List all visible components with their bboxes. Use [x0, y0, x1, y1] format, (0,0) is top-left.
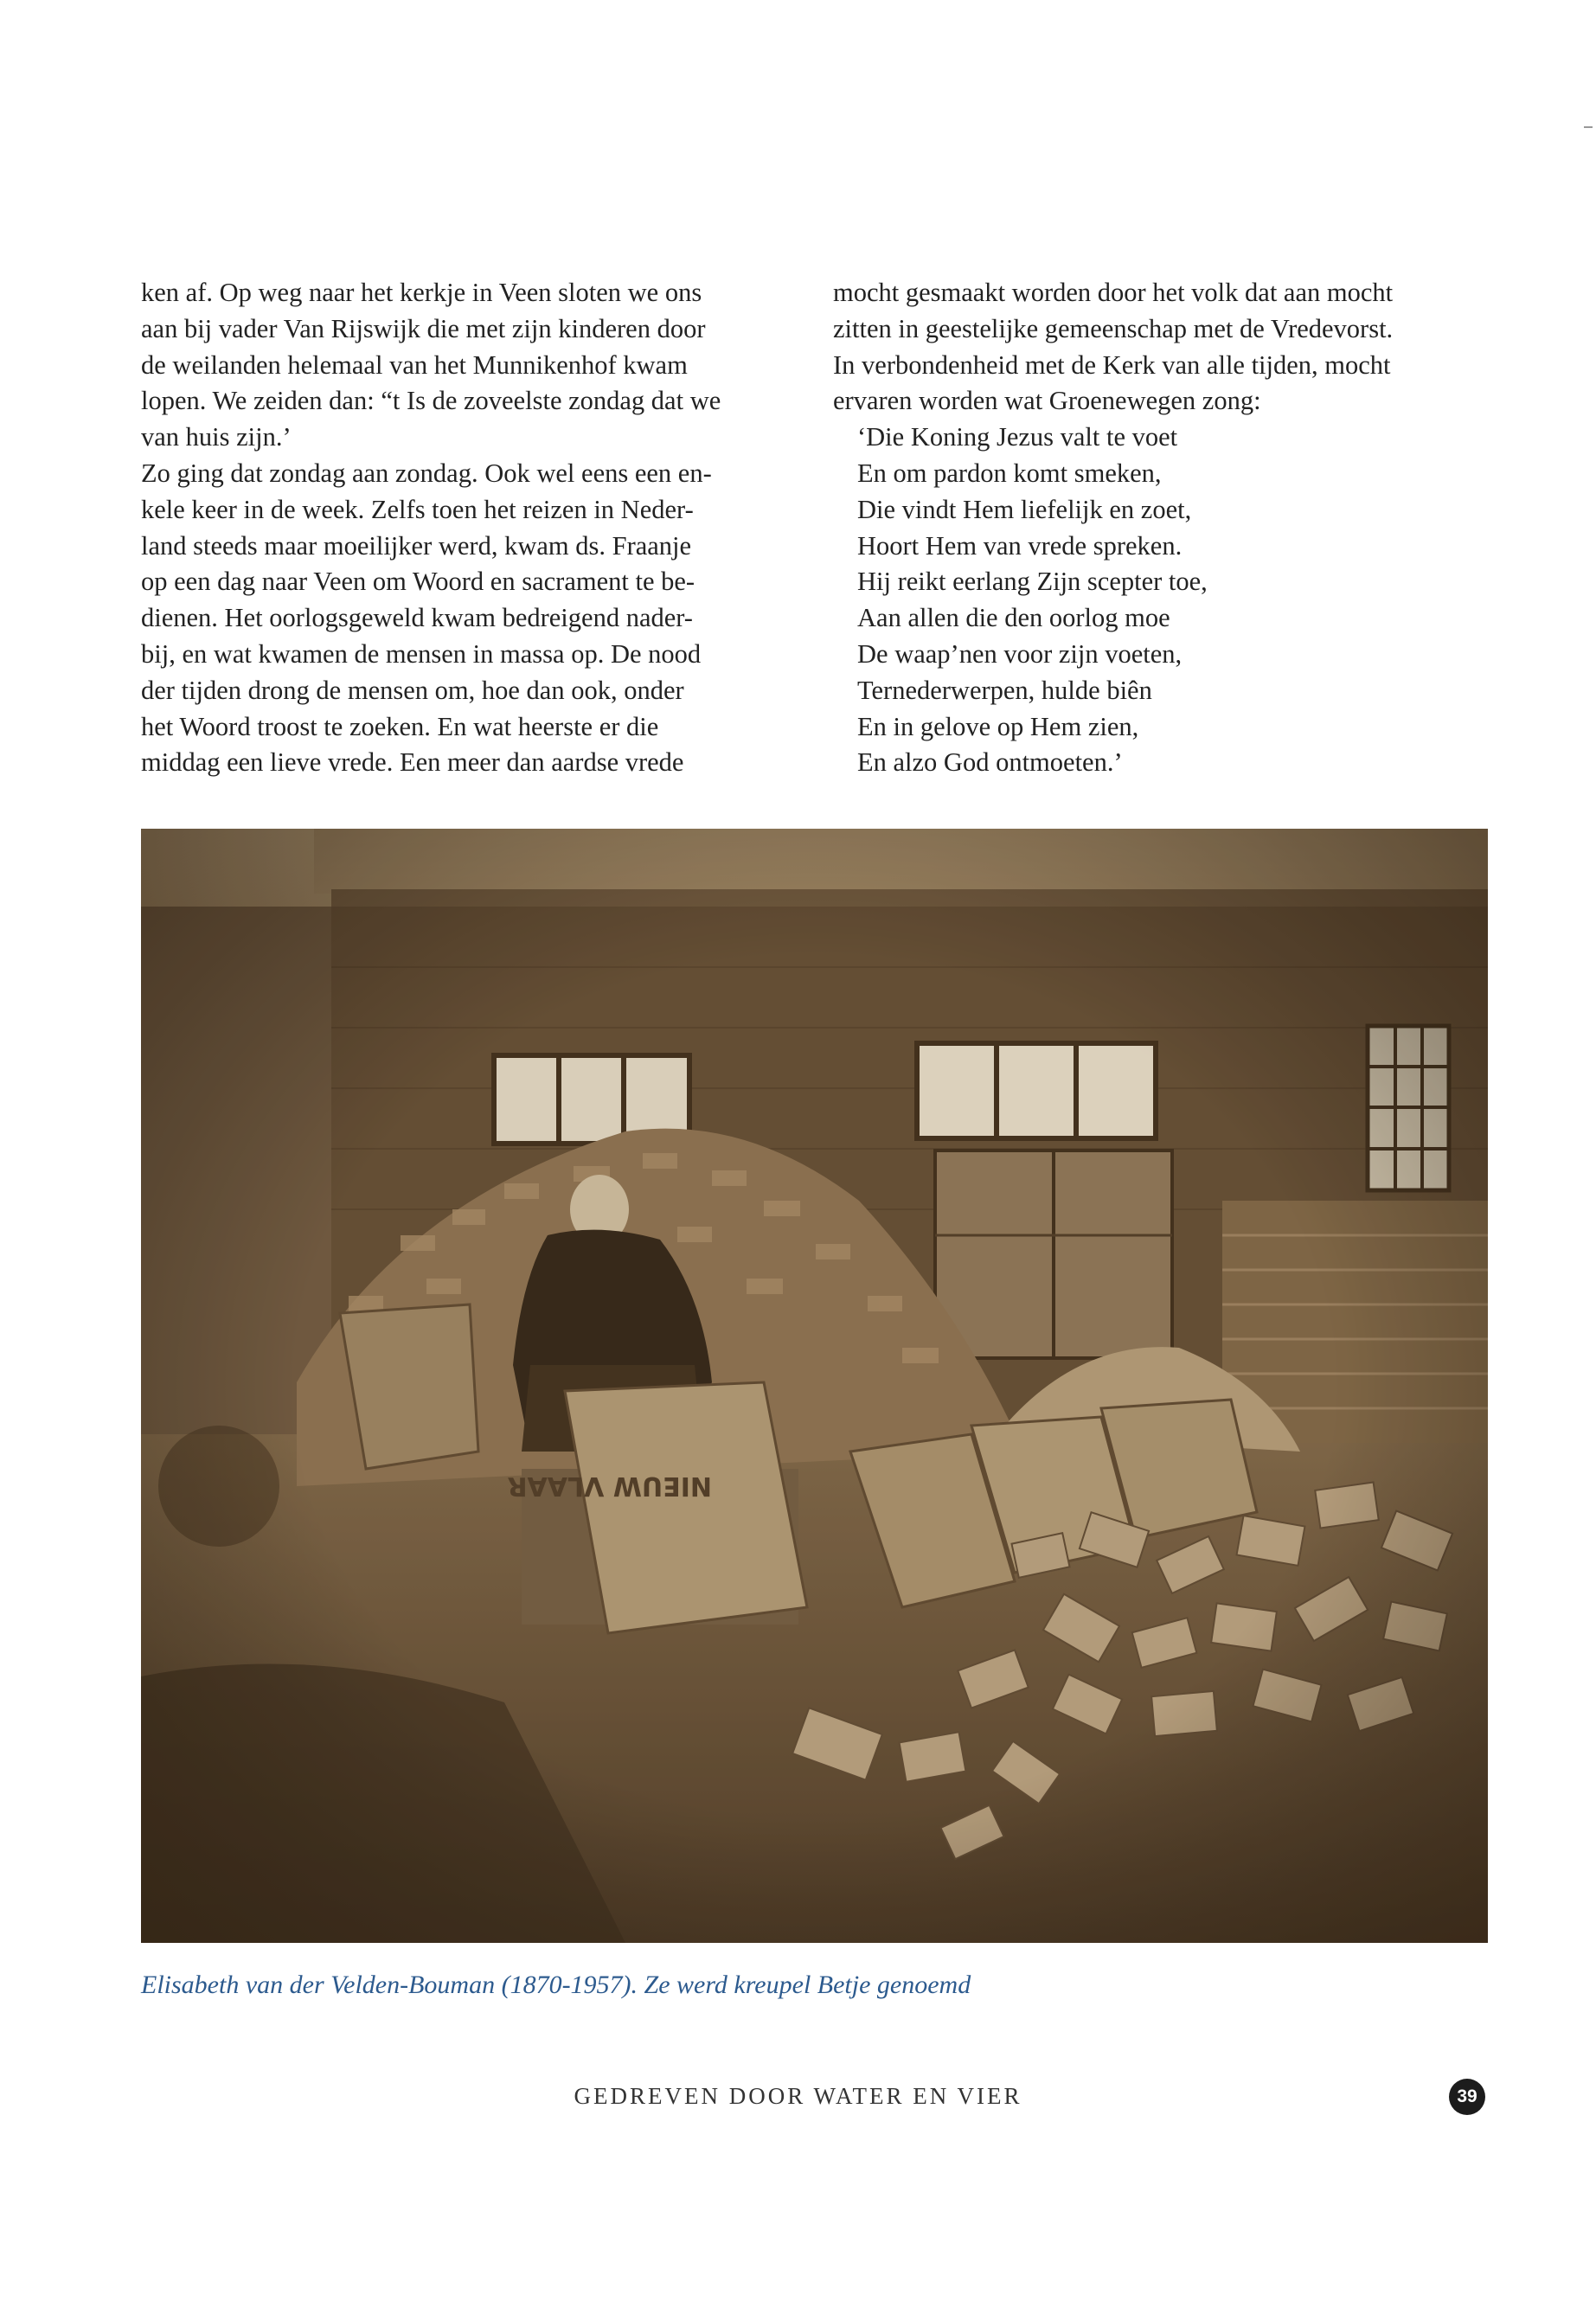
- text-line: aan bij vader Van Rijswijk die met zijn kinderen door: [141, 313, 706, 343]
- text-line: Zo ging dat zondag aan zondag. Ook wel eens een en-: [141, 458, 712, 488]
- text-line: zitten in geestelijke gemeenschap met de Vredevorst.: [833, 313, 1394, 343]
- left-text-column: [141, 275, 798, 781]
- text-line: mocht gesmaakt worden door het volk dat aan mocht: [833, 278, 1394, 307]
- text-line: het Woord troost te zoeken. En wat heerste er die: [141, 711, 659, 741]
- verse-line: Ternederwerpen, hulde biên: [857, 675, 1152, 705]
- page-edge-mark: [1584, 126, 1593, 128]
- verse-line: En in gelove op Hem zien,: [857, 711, 1139, 741]
- verse-line: Hij reikt eerlang Zijn scepter toe,: [857, 567, 1208, 597]
- text-line: land steeds maar moeilijker werd, kwam ds. Fraanje: [141, 530, 692, 561]
- text-line: bij, en wat kwamen de mensen in massa op. De nood: [141, 638, 702, 669]
- text-line: middag een lieve vrede. Een meer dan aardse vrede: [141, 747, 684, 778]
- text-line: de weilanden helemaal van het Munnikenhof kwam: [141, 349, 688, 380]
- text-line: dienen. Het oorlogsgeweld kwam bedreigend nader-: [141, 603, 693, 633]
- text-line: van huis zijn.’: [141, 422, 292, 452]
- verse-line: En om pardon komt smeken,: [857, 458, 1162, 488]
- right-text-column: [833, 275, 1490, 781]
- text-line: lopen. We zeiden dan: “t Is de zoveelste zondag dat we: [141, 386, 721, 416]
- text-line: der tijden drong de mensen om, hoe dan ook, onder: [141, 675, 684, 705]
- photo-illustration: [141, 829, 1488, 1943]
- text-line: ervaren worden wat Groenewegen zong:: [833, 386, 1261, 416]
- photo-caption: Elisabeth van der Velden-Bouman (1870-1957). Ze werd kreupel Betje genoemd: [141, 1971, 971, 1999]
- verse-line: En alzo God ontmoeten.’: [857, 747, 1123, 778]
- verse-line: De waap’nen voor zijn voeten,: [857, 638, 1183, 669]
- historical-photo: [141, 829, 1488, 1943]
- running-footer-title: GEDREVEN DOOR WATER EN VIER: [574, 2083, 1022, 2109]
- verse-line: Die vindt Hem liefelijk en zoet,: [857, 494, 1192, 524]
- text-line: ken af. Op weg naar het kerkje in Veen sloten we ons: [141, 278, 702, 307]
- verse-line: Hoort Hem van vrede spreken.: [857, 530, 1183, 561]
- page-number-badge: 39: [1449, 2079, 1485, 2115]
- text-line: op een dag naar Veen om Woord en sacrament te be-: [141, 567, 695, 597]
- text-line: In verbondenheid met de Kerk van alle tijden, mocht: [833, 349, 1391, 380]
- text-line: kele keer in de week. Zelfs toen het reizen in Neder-: [141, 494, 694, 524]
- verse-line: Aan allen die den oorlog moe: [857, 603, 1170, 633]
- verse-line: ‘Die Koning Jezus valt te voet: [857, 422, 1178, 452]
